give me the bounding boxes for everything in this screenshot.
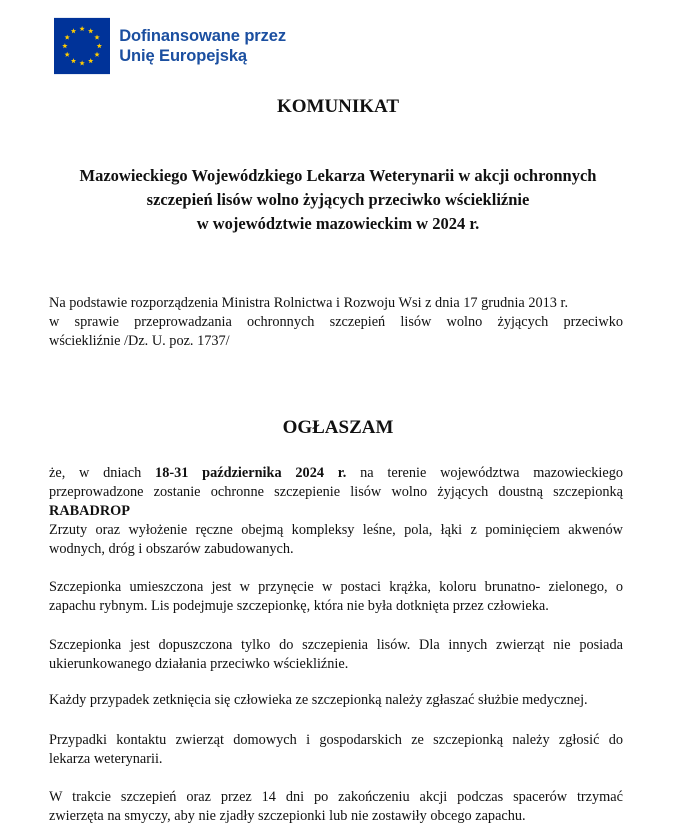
announcement-paragraph-human-contact bbox=[49, 691, 623, 710]
legal-basis-line-1: Na podstawie rozporządzenia Ministra Rolnictwa i Rozwoju Wsi z dnia 17 grudnia 2013 r. bbox=[49, 295, 569, 311]
document-title: KOMUNIKAT bbox=[276, 96, 400, 117]
announcement-paragraph-animal-contact bbox=[49, 731, 623, 769]
announcement-paragraph-scope bbox=[49, 636, 623, 674]
campaign-dates: 18-31 października 2024 r. bbox=[155, 465, 347, 481]
announcement-paragraph-bait bbox=[49, 578, 623, 616]
eu-funding-line-2: Unię Europejską bbox=[119, 47, 247, 65]
announcement-paragraph-dates bbox=[49, 464, 623, 559]
vaccine-name-text: RABADROP bbox=[49, 503, 131, 519]
eu-funding-logo bbox=[54, 15, 286, 77]
paragraph-line: zwierzęta na smyczy, aby nie zjadły szczepionki lub nie zostawiły obcego zapachu. bbox=[49, 808, 526, 824]
announcement-paragraph-pets-leash bbox=[49, 788, 623, 826]
paragraph-line: wodnych, dróg i obszarów zabudowanych. bbox=[49, 541, 294, 557]
paragraph-line: Szczepionka jest dopuszczona tylko do szczepienia lisów. Dla innych zwierząt nie posiada bbox=[49, 637, 623, 653]
document-subtitle bbox=[0, 164, 676, 236]
eu-funding-line-1: Dofinansowane przez bbox=[119, 27, 286, 45]
eu-funding-text bbox=[119, 26, 286, 66]
paragraph-line: Zrzuty oraz wyłożenie ręczne obejmą kompleksy leśne, pola, łąki z pominięciem akwenów bbox=[49, 522, 623, 538]
subtitle-line-1: Mazowieckiego Wojewódzkiego Lekarza Weterynarii w akcji ochronnych bbox=[79, 166, 597, 185]
paragraph-line: lekarza weterynarii. bbox=[49, 751, 163, 767]
subtitle-line-2: szczepień lisów wolno żyjących przeciwko wściekliźnie bbox=[146, 190, 530, 209]
eu-flag-icon bbox=[54, 15, 110, 77]
paragraph-line bbox=[49, 464, 623, 483]
paragraph-line: przeprowadzone zostanie ochronne szczepienie lisów wolno żyjących doustną szczepionką bbox=[49, 484, 623, 500]
paragraph-line: Szczepionka umieszczona jest w przynęcie w postaci krążka, koloru brunatno- zielonego, o bbox=[49, 579, 623, 595]
paragraph-line: Przypadki kontaktu zwierząt domowych i gospodarskich ze szczepionką należy zgłosić do bbox=[49, 732, 623, 748]
legal-basis-paragraph bbox=[49, 294, 623, 351]
paragraph-line: W trakcie szczepień oraz przez 14 dni po zakończeniu akcji podczas spacerów trzymać bbox=[49, 789, 623, 805]
vaccine-name bbox=[49, 502, 623, 521]
announcement-title: OGŁASZAM bbox=[282, 417, 394, 438]
legal-basis-line-2: w sprawie przeprowadzania ochronnych szczepień lisów wolno żyjących przeciwko bbox=[49, 314, 623, 330]
dates-region-text: na terenie województwa mazowieckiego bbox=[346, 465, 623, 481]
subtitle-line-3: w województwie mazowieckim w 2024 r. bbox=[196, 214, 480, 233]
dates-intro-text: że, w dniach bbox=[49, 465, 156, 481]
legal-basis-line-3: wściekliźnie /Dz. U. poz. 1737/ bbox=[49, 333, 230, 349]
paragraph-line: ukierunkowanego działania przeciwko wściekliźnie. bbox=[49, 656, 349, 672]
paragraph-line: zapachu rybnym. Lis podejmuje szczepionkę, która nie była dotknięta przez człowieka. bbox=[49, 598, 549, 614]
paragraph-line: Każdy przypadek zetknięcia się człowieka ze szczepionką należy zgłaszać służbie medycznej. bbox=[49, 692, 588, 708]
